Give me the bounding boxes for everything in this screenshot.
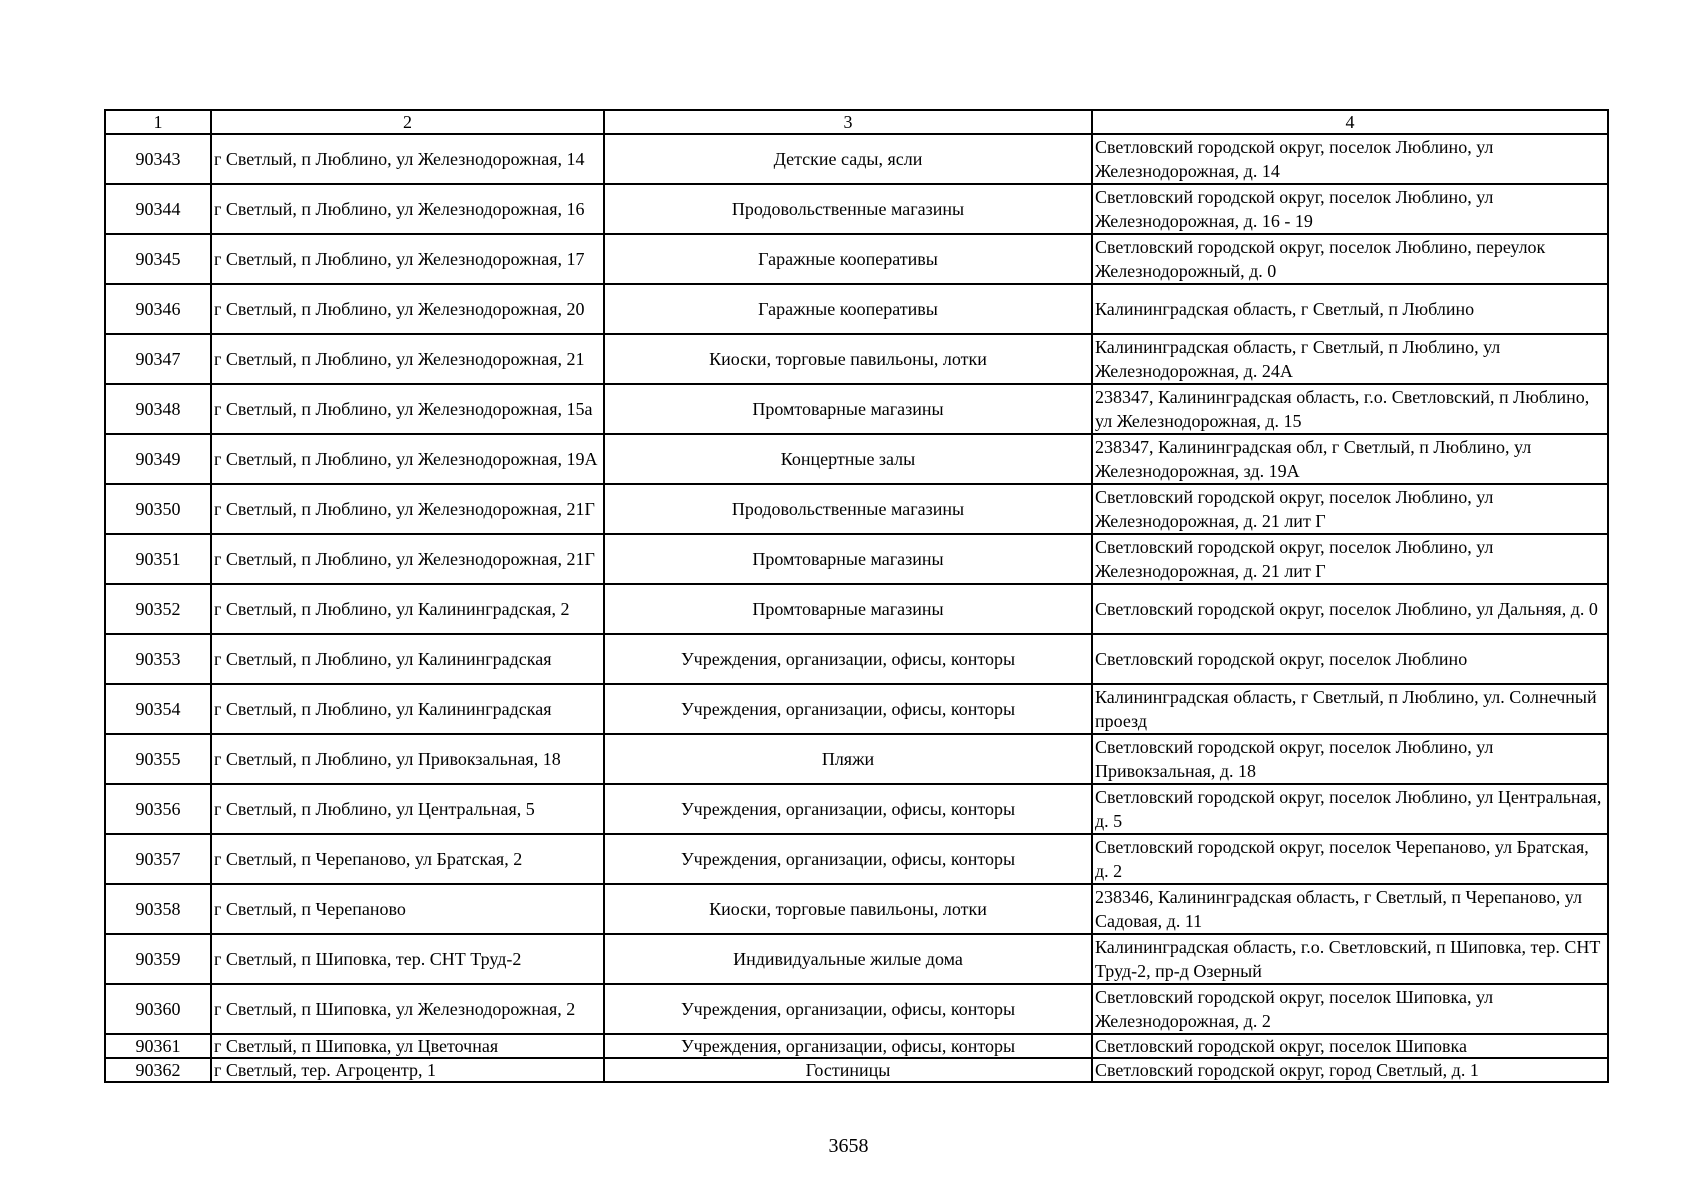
table-row — [105, 584, 1608, 634]
header-row — [105, 110, 1608, 134]
address-cell: г Светлый, п Люблино, ул Калининградская — [211, 634, 604, 684]
full-address-cell: Светловский городской округ, поселок Люблино, ул Железнодорожная, д. 21 лит Г — [1092, 484, 1608, 534]
id-cell: 90355 — [105, 734, 211, 784]
full-address-cell: Калининградская область, г Светлый, п Люблино, ул. Солнечный проезд — [1092, 684, 1608, 734]
table-row — [105, 284, 1608, 334]
category-cell: Концертные залы — [604, 434, 1092, 484]
category-cell: Пляжи — [604, 734, 1092, 784]
full-address-cell: Калининградская область, г Светлый, п Люблино — [1092, 284, 1608, 334]
address-cell: г Светлый, п Черепаново, ул Братская, 2 — [211, 834, 604, 884]
category-cell: Промтоварные магазины — [604, 534, 1092, 584]
table-row — [105, 484, 1608, 534]
table-row — [105, 134, 1608, 184]
category-cell: Гаражные кооперативы — [604, 284, 1092, 334]
table-row — [105, 784, 1608, 834]
table-row — [105, 984, 1608, 1034]
category-cell: Продовольственные магазины — [604, 184, 1092, 234]
full-address-cell: Светловский городской округ, город Светлый, д. 1 — [1092, 1058, 1608, 1082]
category-cell: Учреждения, организации, офисы, конторы — [604, 634, 1092, 684]
table-row — [105, 884, 1608, 934]
id-cell: 90349 — [105, 434, 211, 484]
id-cell: 90343 — [105, 134, 211, 184]
table-row — [105, 534, 1608, 584]
table-row — [105, 1058, 1608, 1082]
category-cell: Киоски, торговые павильоны, лотки — [604, 884, 1092, 934]
full-address-cell: 238347, Калининградская область, г.о. Светловский, п Люблино, ул Железнодорожная, д. 15 — [1092, 384, 1608, 434]
address-cell: г Светлый, п Шиповка, ул Цветочная — [211, 1034, 604, 1058]
address-cell: г Светлый, п Шиповка, ул Железнодорожная, 2 — [211, 984, 604, 1034]
id-cell: 90362 — [105, 1058, 211, 1082]
full-address-cell: Светловский городской округ, поселок Шиповка, ул Железнодорожная, д. 2 — [1092, 984, 1608, 1034]
table-row — [105, 334, 1608, 384]
id-cell: 90356 — [105, 784, 211, 834]
page-number: 3658 — [828, 1135, 869, 1157]
registry-table — [104, 109, 1609, 1083]
category-cell: Учреждения, организации, офисы, конторы — [604, 684, 1092, 734]
address-cell: г Светлый, тер. Агроцентр, 1 — [211, 1058, 604, 1082]
category-cell: Учреждения, организации, офисы, конторы — [604, 834, 1092, 884]
id-cell: 90359 — [105, 934, 211, 984]
full-address-cell: Светловский городской округ, поселок Черепаново, ул Братская, д. 2 — [1092, 834, 1608, 884]
full-address-cell: Калининградская область, г Светлый, п Люблино, ул Железнодорожная, д. 24А — [1092, 334, 1608, 384]
id-cell: 90345 — [105, 234, 211, 284]
address-cell: г Светлый, п Люблино, ул Железнодорожная, 16 — [211, 184, 604, 234]
category-cell: Учреждения, организации, офисы, конторы — [604, 1034, 1092, 1058]
id-cell: 90358 — [105, 884, 211, 934]
column-header-3: 3 — [604, 110, 1092, 134]
address-cell: г Светлый, п Черепаново — [211, 884, 604, 934]
table-row — [105, 234, 1608, 284]
full-address-cell: Светловский городской округ, поселок Шиповка — [1092, 1034, 1608, 1058]
category-cell: Учреждения, организации, офисы, конторы — [604, 784, 1092, 834]
category-cell: Промтоварные магазины — [604, 384, 1092, 434]
id-cell: 90354 — [105, 684, 211, 734]
id-cell: 90352 — [105, 584, 211, 634]
category-cell: Киоски, торговые павильоны, лотки — [604, 334, 1092, 384]
id-cell: 90357 — [105, 834, 211, 884]
full-address-cell: Светловский городской округ, поселок Люблино, ул Дальняя, д. 0 — [1092, 584, 1608, 634]
full-address-cell: Светловский городской округ, поселок Люблино, ул Железнодорожная, д. 21 лит Г — [1092, 534, 1608, 584]
address-cell: г Светлый, п Люблино, ул Привокзальная, 18 — [211, 734, 604, 784]
full-address-cell: Калининградская область, г.о. Светловский, п Шиповка, тер. СНТ Труд-2, пр-д Озерный — [1092, 934, 1608, 984]
id-cell: 90361 — [105, 1034, 211, 1058]
table-row — [105, 434, 1608, 484]
full-address-cell: Светловский городской округ, поселок Люблино, ул Привокзальная, д. 18 — [1092, 734, 1608, 784]
category-cell: Индивидуальные жилые дома — [604, 934, 1092, 984]
full-address-cell: 238347, Калининградская обл, г Светлый, п Люблино, ул Железнодорожная, зд. 19А — [1092, 434, 1608, 484]
address-cell: г Светлый, п Люблино, ул Железнодорожная, 21Г — [211, 534, 604, 584]
address-cell: г Светлый, п Люблино, ул Железнодорожная, 20 — [211, 284, 604, 334]
address-cell: г Светлый, п Люблино, ул Железнодорожная, 19А — [211, 434, 604, 484]
address-cell: г Светлый, п Люблино, ул Центральная, 5 — [211, 784, 604, 834]
full-address-cell: Светловский городской округ, поселок Люблино, ул Железнодорожная, д. 16 - 19 — [1092, 184, 1608, 234]
column-header-2: 2 — [211, 110, 604, 134]
table-row — [105, 684, 1608, 734]
address-cell: г Светлый, п Люблино, ул Железнодорожная, 14 — [211, 134, 604, 184]
table-row — [105, 634, 1608, 684]
address-cell: г Светлый, п Шиповка, тер. СНТ Труд-2 — [211, 934, 604, 984]
full-address-cell: Светловский городской округ, поселок Люблино, ул Центральная, д. 5 — [1092, 784, 1608, 834]
id-cell: 90347 — [105, 334, 211, 384]
id-cell: 90353 — [105, 634, 211, 684]
category-cell: Гостиницы — [604, 1058, 1092, 1082]
full-address-cell: Светловский городской округ, поселок Люблино — [1092, 634, 1608, 684]
id-cell: 90346 — [105, 284, 211, 334]
id-cell: 90360 — [105, 984, 211, 1034]
address-cell: г Светлый, п Люблино, ул Железнодорожная, 21 — [211, 334, 604, 384]
id-cell: 90344 — [105, 184, 211, 234]
full-address-cell: 238346, Калининградская область, г Светлый, п Черепаново, ул Садовая, д. 11 — [1092, 884, 1608, 934]
column-header-4: 4 — [1092, 110, 1608, 134]
address-cell: г Светлый, п Люблино, ул Калининградская, 2 — [211, 584, 604, 634]
full-address-cell: Светловский городской округ, поселок Люблино, ул Железнодорожная, д. 14 — [1092, 134, 1608, 184]
table-row — [105, 734, 1608, 784]
category-cell: Гаражные кооперативы — [604, 234, 1092, 284]
table-row — [105, 184, 1608, 234]
address-cell: г Светлый, п Люблино, ул Железнодорожная, 17 — [211, 234, 604, 284]
id-cell: 90350 — [105, 484, 211, 534]
category-cell: Учреждения, организации, офисы, конторы — [604, 984, 1092, 1034]
full-address-cell: Светловский городской округ, поселок Люблино, переулок Железнодорожный, д. 0 — [1092, 234, 1608, 284]
category-cell: Промтоварные магазины — [604, 584, 1092, 634]
address-cell: г Светлый, п Люблино, ул Калининградская — [211, 684, 604, 734]
column-header-1: 1 — [105, 110, 211, 134]
id-cell: 90348 — [105, 384, 211, 434]
id-cell: 90351 — [105, 534, 211, 584]
address-cell: г Светлый, п Люблино, ул Железнодорожная, 21Г — [211, 484, 604, 534]
table-row — [105, 384, 1608, 434]
table-row — [105, 834, 1608, 884]
table-row — [105, 934, 1608, 984]
category-cell: Продовольственные магазины — [604, 484, 1092, 534]
category-cell: Детские сады, ясли — [604, 134, 1092, 184]
address-cell: г Светлый, п Люблино, ул Железнодорожная, 15а — [211, 384, 604, 434]
table-row — [105, 1034, 1608, 1058]
